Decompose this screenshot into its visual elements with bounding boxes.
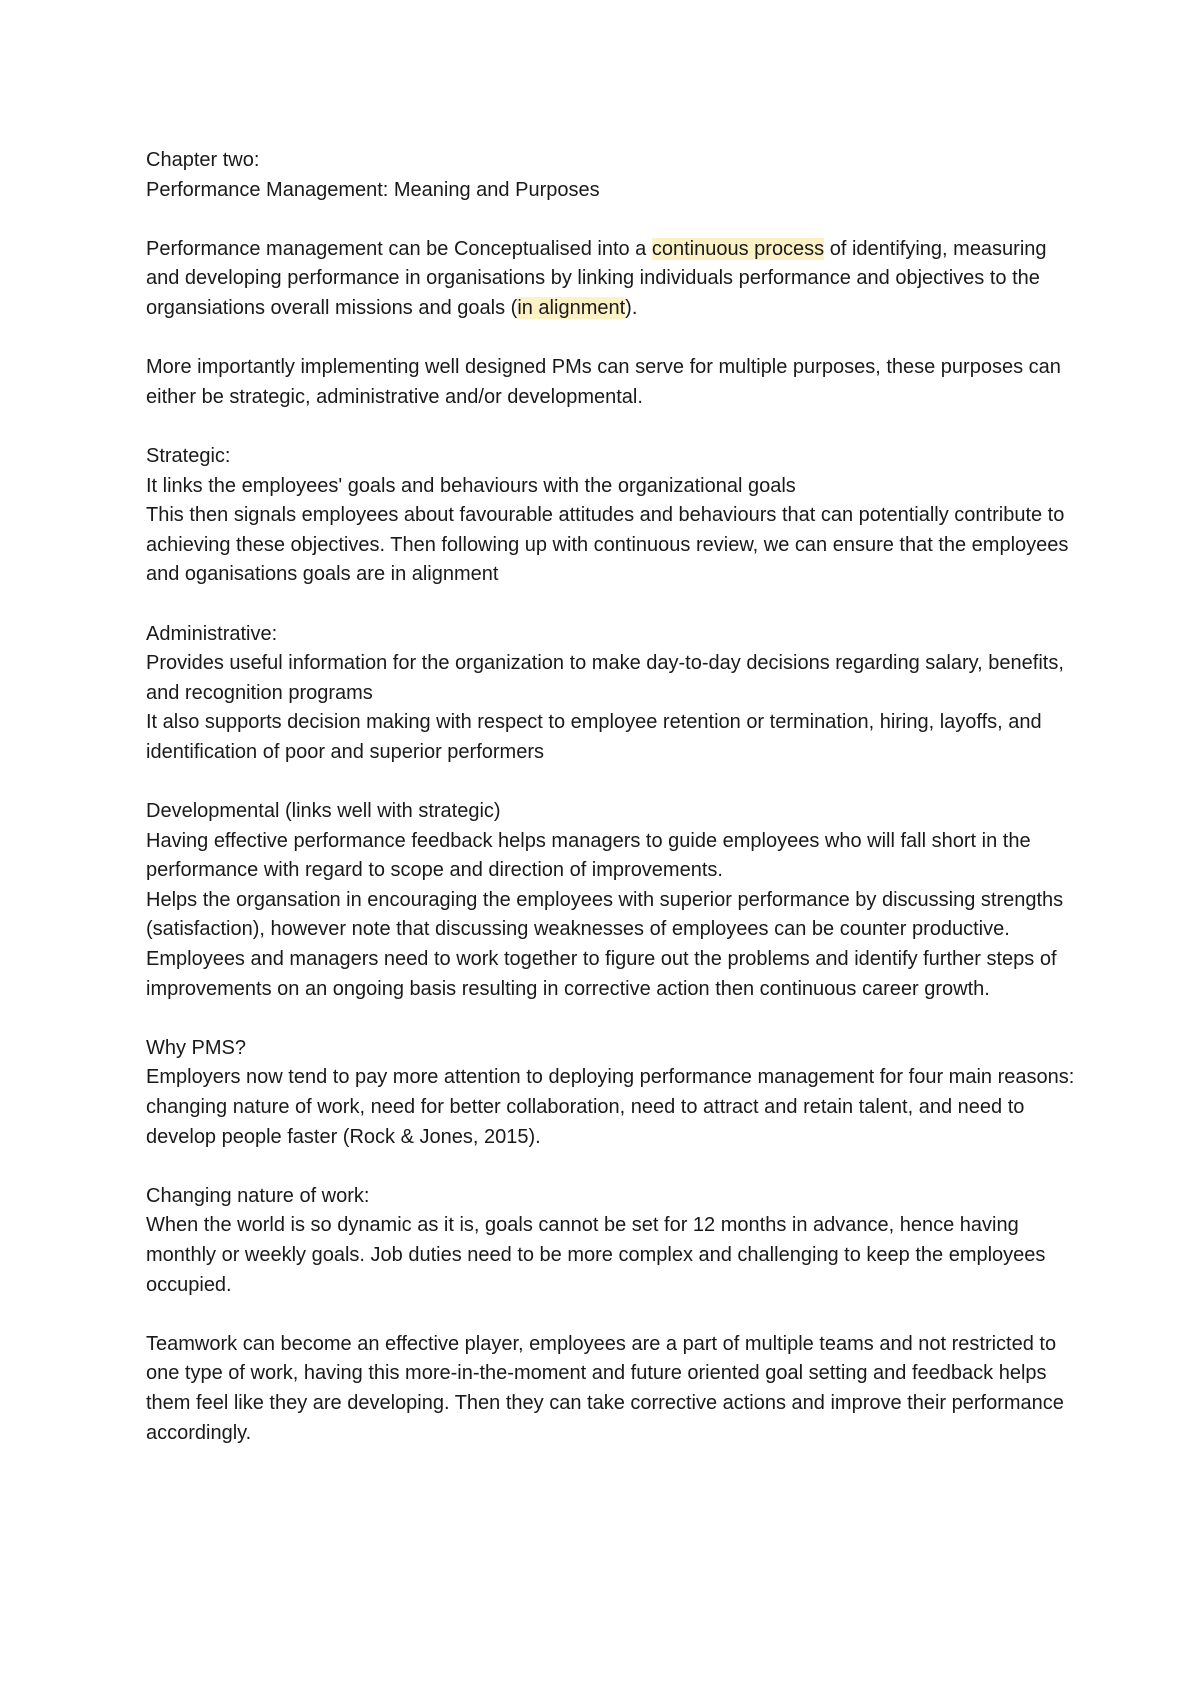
intro-text-3: ). [625,296,638,319]
highlight-continuous-process: continuous process [651,237,825,260]
chapter-label: Chapter two: [146,149,260,171]
teamwork-paragraph: Teamwork can become an effective player, employees are a part of multiple teams and not restricted to one type of work, having this more-in-the-moment and future oriented goal setting and feedback helps them feel like they are developing. Then they can take corrective actions and improve their performance accordingly. [146,1332,1064,1444]
why-pms-text: Employers now tend to pay more attention to deploying performance management for four main reasons: changing nature of work, need for better collaboration, need to attract and retain talent, and need to develop people faster (Rock & Jones, 2015). [146,1066,1075,1148]
developmental-section [146,797,1076,1004]
administrative-section [146,620,1076,768]
why-pms-section [146,1034,1076,1152]
chapter-title: Performance Management: Meaning and Purposes [146,178,600,201]
document-body [146,146,1076,1478]
purposes-paragraph: More importantly implementing well designed PMs can serve for multiple purposes, these purposes can either be strategic, administrative and/or developmental. [146,356,1061,408]
developmental-line-3: Employees and managers need to work together to figure out the problems and identify further steps of improvements on an ongoing basis resulting in corrective action then continuous career growth. [146,948,1057,1000]
developmental-line-1: Having effective performance feedback helps managers to guide employees who will fall short in the performance with regard to scope and direction of improvements. [146,829,1031,882]
changing-work-section [146,1182,1076,1300]
strategic-section [146,442,1076,590]
changing-work-text: When the world is so dynamic as it is, goals cannot be set for 12 months in advance, hence having monthly or weekly goals. Job duties need to be more complex and challenging to keep the employees occupied. [146,1214,1046,1296]
administrative-line-1: Provides useful information for the organization to make day-to-day decisions regarding salary, benefits, and recognition programs [146,652,1064,704]
strategic-line-1: It links the employees' goals and behaviours with the organizational goals [146,474,796,497]
chapter-heading [146,146,1076,205]
intro-paragraph [146,235,1076,324]
strategic-heading: Strategic: [146,444,231,467]
intro-text-2: of identifying, measuring and developing performance in organisations by linking individuals performance and objectives to the organsiations overall missions and goals ( [146,237,1047,319]
administrative-line-2: It also supports decision making with respect to employee retention or termination, hiring, layoffs, and identification of poor and superior performers [146,711,1042,763]
developmental-line-2: Helps the organsation in encouraging the employees with superior performance by discussing strengths (satisfaction), however note that discussing weaknesses of employees can be counter productive. [146,888,1064,941]
strategic-line-2: This then signals employees about favourable attitudes and behaviours that can potentially contribute to achieving these objectives. Then following up with continuous review, we can ensure that the employees and oganisations goals are in alignment [146,504,1069,586]
intro-text-1: Performance management can be Conceptualised into a [146,237,652,260]
changing-work-heading: Changing nature of work: [146,1184,370,1207]
administrative-heading: Administrative: [146,622,278,645]
developmental-heading: Developmental (links well with strategic) [146,800,501,823]
why-pms-heading: Why PMS? [146,1036,247,1059]
highlight-in-alignment: in alignment [517,296,626,319]
